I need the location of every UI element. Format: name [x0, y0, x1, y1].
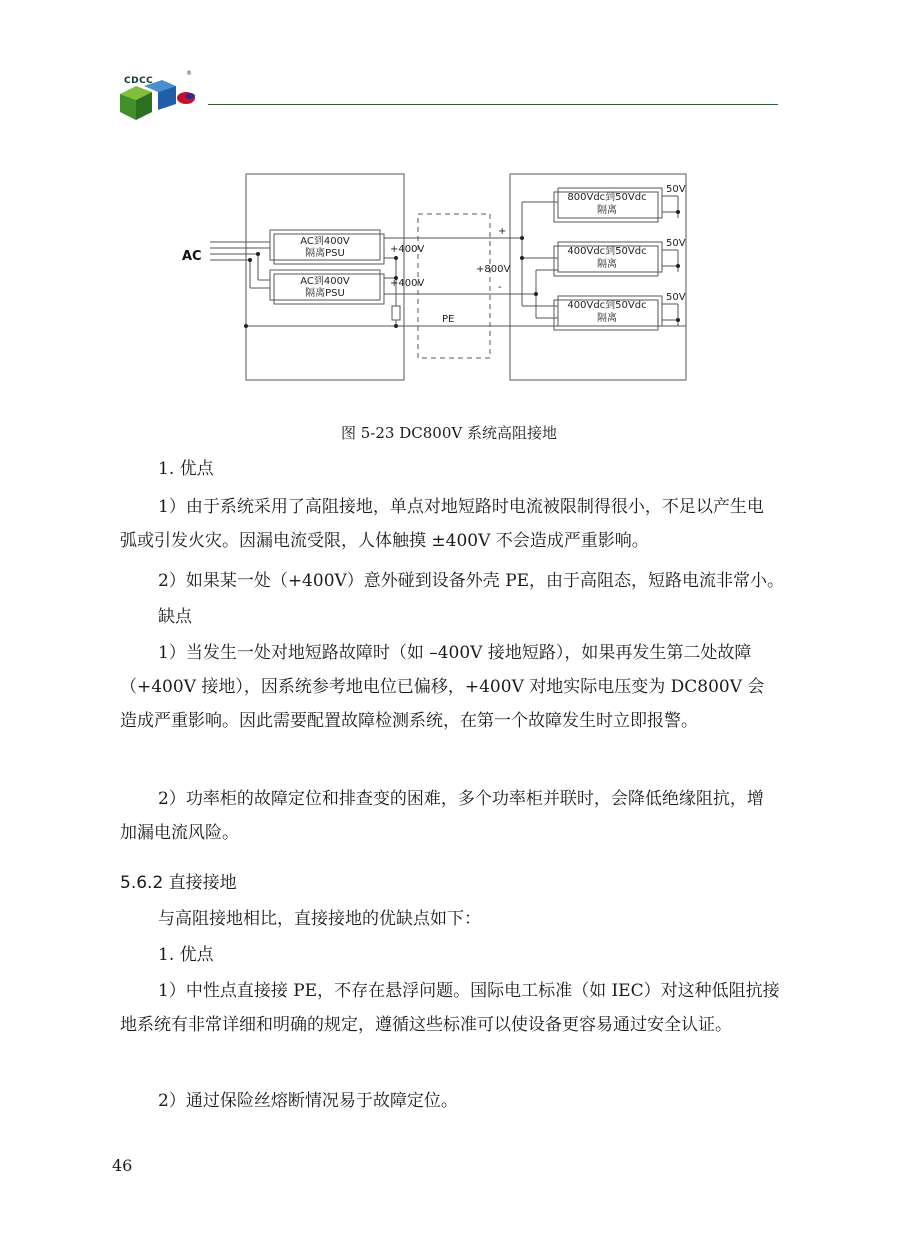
voltage-plus-400-1: +400V [390, 244, 425, 255]
conv3-line1: 400Vdc到50Vdc [567, 300, 647, 311]
sec1-p4: 2）功率柜的故障定位和排查变的困难，多个功率柜并联时，会降低绝缘阻抗，增加漏电流风险。 [120, 789, 764, 843]
sec1-p2: 2）如果某一处（+400V）意外碰到设备外壳 PE，由于高阻态，短路电流非常小。 [158, 571, 785, 591]
sec1-p3: 1）当发生一处对地短路故障时（如 –400V 接地短路），如果再发生第二处故障（+400V 接地），因系统参考地电位已偏移，+400V 对地实际电压变为 DC800V 会造成严重影响。因此需要配置故障检测系统，在第一个故障发生时立即报警。 [120, 643, 765, 731]
sec1-p1: 1）由于系统采用了高阻接地，单点对地短路时电流被限制得很小，不足以产生电弧或引发火灾。因漏电流受限，人体触摸 ±400V 不会造成严重影响。 [120, 497, 764, 551]
registered-mark: ® [186, 70, 192, 77]
header-rule [208, 104, 778, 105]
ac-label: AC [182, 249, 202, 264]
output-50v-3: 50V [666, 292, 686, 303]
psu1-line2: 隔离PSU [305, 248, 345, 259]
conv1-line2: 隔离 [597, 205, 617, 216]
sec2-p1: 1）中性点直接接 PE，不存在悬浮问题。国际电工标准（如 IEC）对这种低阻抗接地系统有非常详细和明确的规定，遵循这些标准可以使设备更容易通过安全认证。 [120, 981, 780, 1035]
circuit-diagram [170, 166, 700, 396]
output-50v-1: 50V [666, 184, 686, 195]
minus-sign: - [498, 282, 502, 293]
psu2-line1: AC到400V [300, 276, 350, 287]
sec1-title: 1. 优点 [158, 459, 214, 479]
conv1-line1: 800Vdc到50Vdc [567, 192, 647, 203]
voltage-plus-800: +800V [476, 264, 511, 275]
psu2-line2: 隔离PSU [305, 288, 345, 299]
sec2-intro: 与高阻接地相比，直接接地的优缺点如下： [158, 909, 481, 929]
sec2-p2: 2）通过保险丝熔断情况易于故障定位。 [158, 1091, 458, 1111]
pe-label: PE [442, 314, 455, 325]
conv2-line1: 400Vdc到50Vdc [567, 246, 647, 257]
figure-caption: 图 5-23 DC800V 系统高阻接地 [341, 424, 557, 442]
section-heading: 5.6.2 直接接地 [120, 873, 237, 893]
conv2-line2: 隔离 [597, 259, 617, 270]
psu1-line1: AC到400V [300, 236, 350, 247]
output-50v-2: 50V [666, 238, 686, 249]
voltage-plus-400-2: +400V [390, 278, 425, 289]
logo-text: CDCC [124, 76, 154, 86]
plus-sign: + [498, 226, 507, 237]
sec1-title2: 缺点 [158, 607, 192, 627]
conv3-line2: 隔离 [597, 313, 617, 324]
page-number: 46 [112, 1156, 133, 1175]
sec2-title: 1. 优点 [158, 945, 214, 965]
